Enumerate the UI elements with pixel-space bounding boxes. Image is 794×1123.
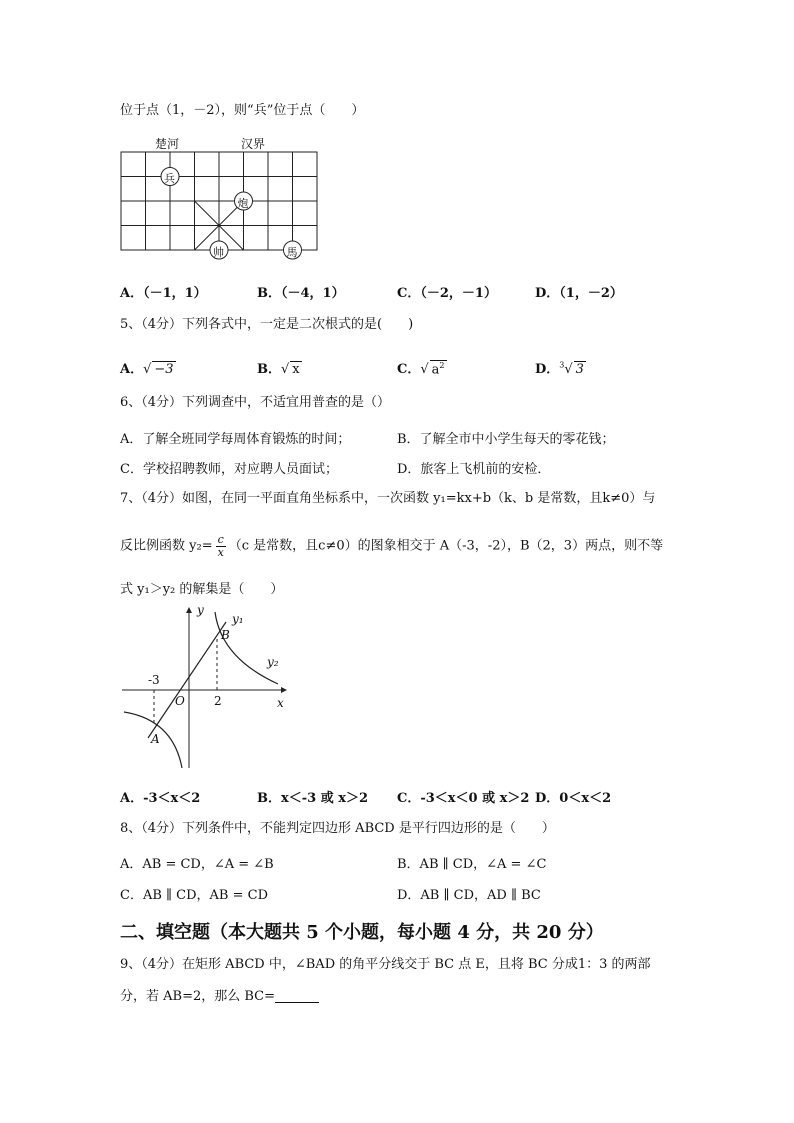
section-heading: 二、填空题（本大题共 5 个小题，每小题 4 分，共 20 分） [120,922,604,943]
q5-option-a[interactable]: A．√ −3 [120,362,174,377]
label-b: B [221,628,230,642]
q7-frac-den: x [217,546,224,559]
q6-option-d[interactable]: D．旅客上飞机前的安检． [397,462,551,477]
q5-stem: 5、（4分）下列各式中，一定是二次根式的是( ) [120,317,414,332]
label-neg3: -3 [148,673,160,687]
hyperbola-branch-1 [215,612,278,684]
q6-stem: 6、（4分）下列调查中，不适宜用普查的是（） [120,395,391,410]
piece-bing-label: 兵 [164,172,175,185]
q5-c-prefix: C． [397,362,421,377]
q7-option-a[interactable]: A．-3＜x＜2 [120,791,201,806]
q5-d-radicand: 3 [575,362,584,377]
q7-frac-num: c [217,533,224,546]
chessboard-grid [118,132,323,262]
q8-option-d[interactable]: D．AB ∥ CD，AD ∥ BC [397,888,541,903]
label-a: A [151,732,160,746]
q5-a-radicand: −3 [154,362,174,377]
q5-a-prefix: A． [120,362,144,377]
q7-line1: 7、（4分）如图，在同一平面直角坐标系中，一次函数 y₁=kx+b（k、b 是常数，且k≠0）与 [120,491,656,506]
q7-option-b[interactable]: B．x＜-3 或 x＞2 [257,791,369,806]
q4-option-a[interactable]: A．（－1，1） [120,286,207,301]
q5-b-prefix: B． [257,362,281,377]
q9-line1: 9、（4分）在矩形 ABCD 中，∠BAD 的角平分线交于 BC 点 E，且将 BC 分成1：3 的两部 [120,957,651,972]
label-y1: y₁ [232,612,244,626]
board-label-left: 楚河 [155,137,180,151]
q5-d-prefix: D． [535,362,560,377]
q6-option-b[interactable]: B．了解全市中小学生每天的零花钱； [397,432,615,447]
label-y2: y₂ [267,655,279,669]
piece-shuai-label: 帅 [213,245,224,259]
q5-d-index: 3 [559,360,565,370]
piece-ma-label: 馬 [286,245,298,259]
q7-option-c[interactable]: C．-3＜x＜0 或 x＞2 [397,791,530,806]
label-y: y [197,603,204,617]
label-two: 2 [214,694,222,708]
board-label-right: 汉界 [241,137,266,151]
q8-option-a[interactable]: A．AB = CD，∠A = ∠B [120,857,274,872]
q5-option-d[interactable]: D．$^3$√ 3 [535,360,584,377]
q5-option-c[interactable]: C．√ $a^2$ [397,360,445,377]
q7-line2 [120,534,663,558]
q9-line2 [120,990,319,1003]
q9-line2-text: 分，若 AB=2，那么 BC= [120,989,276,1004]
answer-blank[interactable] [275,990,319,1003]
q8-stem: 8、（4分）下列条件中，不能判定四边形 ABCD 是平行四边形的是（ ） [120,821,555,836]
q7-fraction [216,534,226,558]
q7-option-d[interactable]: D．0＜x＜2 [535,791,612,806]
q5-c-base: a [431,362,440,377]
label-x: x [277,696,284,710]
function-graph [118,600,298,775]
q5-option-b[interactable]: B．√ x [257,362,300,377]
q8-option-b[interactable]: B．AB ∥ CD，∠A = ∠C [397,857,547,872]
q7-line2-a: 反比例函数 y₂= [120,538,213,554]
graph-svg [118,600,298,775]
q5-b-radicand: x [292,362,300,377]
q4-option-c[interactable]: C．（－2，－1） [397,286,497,301]
q4-option-d[interactable]: D．（1，－2） [535,286,623,301]
q5-c-exponent: 2 [439,360,445,370]
q7-line3: 式 y₁＞y₂ 的解集是（ ） [120,582,284,597]
q7-line2-b: （c 是常数，且c≠0）的图象相交于 A（-3，-2），B（2，3）两点，则不等 [228,538,664,554]
q8-option-c[interactable]: C．AB ∥ CD，AB = CD [120,888,268,903]
piece-pao-label: 炮 [237,196,249,210]
q6-option-a[interactable]: A．了解全班同学每周体育锻炼的时间； [120,432,351,447]
q4-option-b[interactable]: B．（－4，1） [257,286,345,301]
label-origin: O [175,694,185,708]
chessboard-figure [118,132,323,262]
q6-option-c[interactable]: C．学校招聘教师，对应聘人员面试； [120,462,338,477]
q4-stem: 位于点（1，－2），则“兵”位于点（ ） [120,103,365,118]
